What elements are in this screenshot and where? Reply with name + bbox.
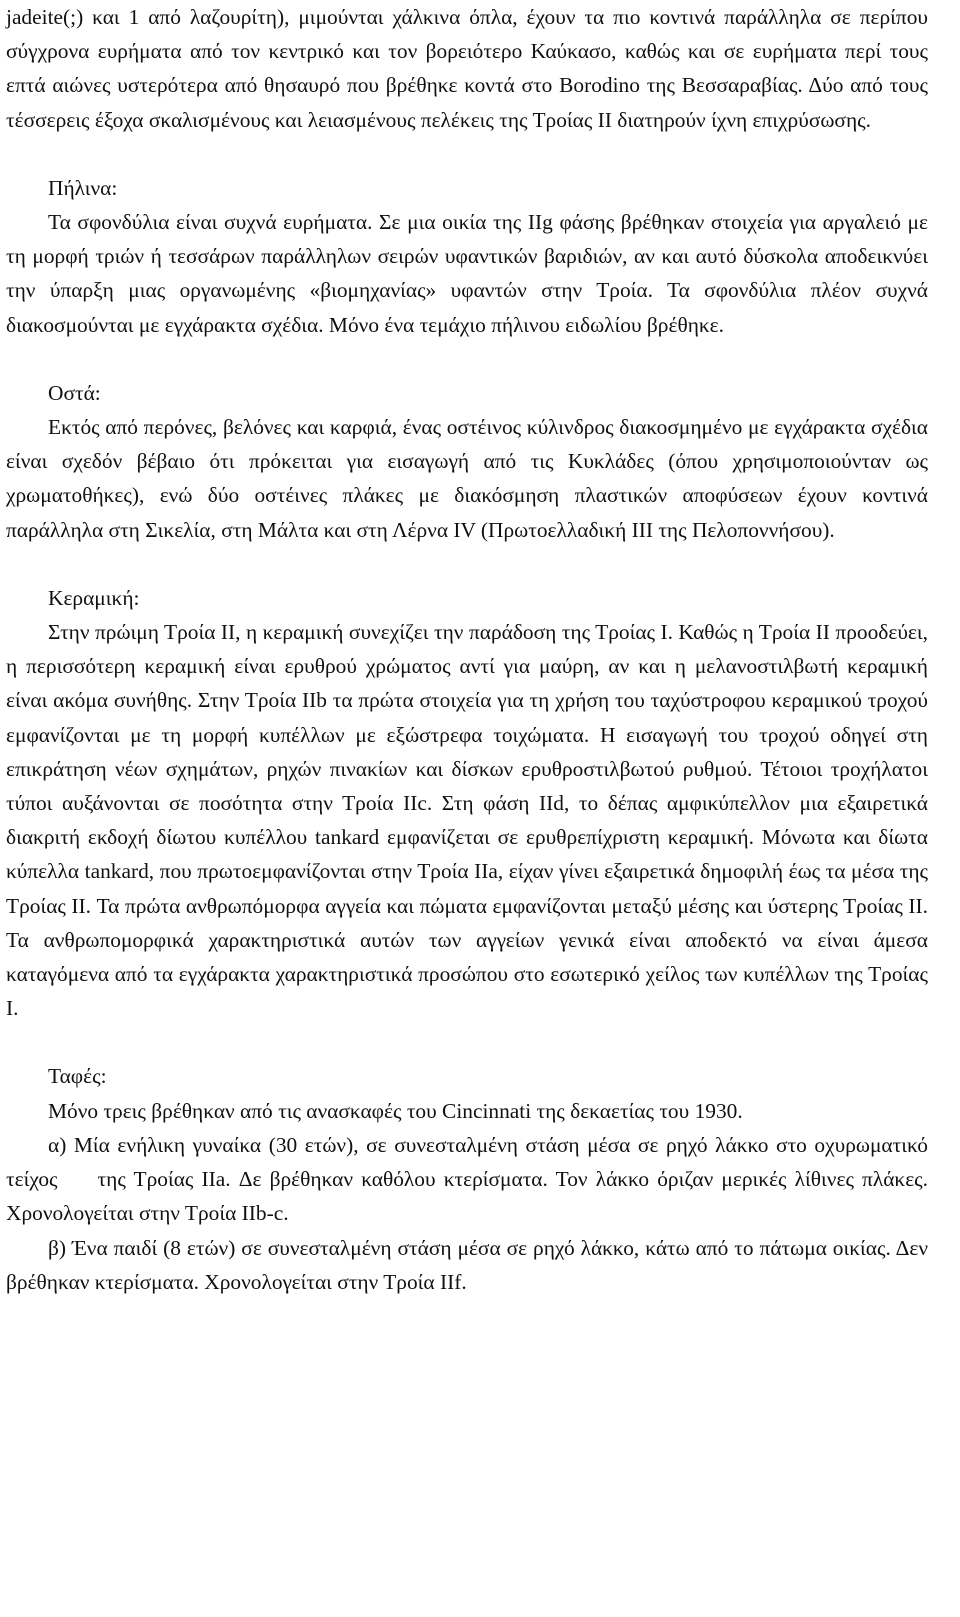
section-heading-bone: Οστά: — [48, 380, 101, 405]
section-heading-ceramic: Κεραμική: — [48, 585, 140, 610]
section-heading-clay: Πήλινα: — [48, 175, 118, 200]
section-heading-burials: Ταφές: — [48, 1064, 107, 1089]
intro-paragraph: jadeite(;) και 1 από λαζουρίτη), μιμούνται χάλκινα όπλα, έχουν τα πιο κοντινά παράλληλα σε περίπου σύγχρονα ευρήματα από τον κεντρικό και τον βορειότερο Καύκασο, καθώς και σε ευρήματα περί τους επτά αιώνες υστερότερα από θησαυρό που βρέθηκε κοντά στο Borodino της Βεσσαραβίας. Δύο από τους τέσσερεις έξοχα σκαλισμένους και λειασμένους πελέκεις της Τροίας II διατηρούν ίχνη επιχρύσωσης. — [6, 5, 928, 132]
clay-paragraph: Τα σφονδύλια είναι συχνά ευρήματα. Σε μια οικία της IIg φάσης βρέθηκαν στοιχεία για αργαλειό με τη μορφή τριών ή τεσσάρων παράλληλων σειρών υφαντικών βαριδιών, αν και αυτό δύσκολα αποδεικνύει την ύπαρξη μιας οργανωμένης «βιομηχανίας» υφαντών στην Τροία. Τα σφονδύλια πλέον συχνά διακοσμούνται με εγχάρακτα σχέδια. Μόνο ένα τεμάχιο πήλινου ειδωλίου βρέθηκε. — [6, 210, 928, 337]
ceramic-paragraph: Στην πρώιμη Τροία II, η κεραμική συνεχίζει την παράδοση της Τροίας I. Καθώς η Τροία II προοδεύει, η περισσότερη κεραμική είναι ερυθρού χρώματος αντί για μαύρη, αν και η μελανοστιλβωτή κεραμική είναι ακόμα συνήθης. Στην Τροία IIb τα πρώτα στοιχεία για τη χρήση του ταχύστροφου κεραμικού τροχού εμφανίζονται με τη μορφή κυπέλλων με εξώστρεφα τοιχώματα. Η εισαγωγή του τροχού οδηγεί στη επικράτηση νέων σχημάτων, ρηχών πινακίων και δίσκων ερυθροστιλβωτού ρυθμού. Τέτοιοι τροχήλατοι τύποι αυξάνονται σε ποσότητα στην Τροία IIc. Στη φάση IId, το δέπας αμφικύπελλον μια εξαιρετικά διακριτή εκδοχή δίωτου κυπέλλου tankard εμφανίζεται σε ερυθρεπίχριστη κεραμική. Μόνωτα και δίωτα κύπελλα tankard, που πρωτοεμφανίζονται στην Τροία IIa, είχαν γίνει εξαιρετικά δημοφιλή έως τα μέσα της Τροίας II. Τα πρώτα ανθρωπόμορφα αγγεία και πώματα εμφανίζονται μεταξύ μέσης και ύστερης Τροίας II. Τα ανθρωπομορφικά χαρακτηριστικά αυτών των αγγείων γενικά είναι αποδεκτό να είναι άμεσα καταγόμενα από τα εγχάρακτα χαρακτηριστικά προσώπου στο εσωτερικό χείλος των κυπέλλων της Τροίας I. — [6, 620, 928, 1021]
burial-b-paragraph: β) Ένα παιδί (8 ετών) σε συνεσταλμένη στάση μέσα σε ρηχό λάκκο, κάτω από το πάτωμα οικίας. Δεν βρέθηκαν κτερίσματα. Χρονολογείται στην Τροία IIf. — [6, 1235, 928, 1294]
burial-a-text-2: της Τροίας IIa. Δε βρέθηκαν καθόλου κτερίσματα. Τον λάκκο όριζαν μερικές λίθινες πλάκες. Χρονολογείται στην Τροία IIb-c. — [6, 1167, 928, 1226]
burial-a-text-1: α) Μία ενήλικη γυναίκα (30 ετών), σε συνεσταλμένη στάση μέσα σε ρηχό λάκκο στο οχυρωματικό τείχος — [6, 1132, 928, 1192]
document-page — [6, 0, 928, 1299]
bone-paragraph: Εκτός από περόνες, βελόνες και καρφιά, ένας οστέινος κύλινδρος διακοσμημένο με εγχάρακτα σχέδια είναι σχεδόν βέβαιο ότι πρόκειται για εισαγωγή από τις Κυκλάδες (όπου χρησιμοποιούνταν ως χρωματοθήκες), ενώ δύο οστέινες πλάκες με διακόσμηση πλαστικών αποφύσεων έχουν κοντινά παράλληλα στη Σικελία, στη Μάλτα και στη Λέρνα IV (Πρωτοελλαδική III της Πελοποννήσου). — [6, 415, 928, 542]
burials-paragraph: Μόνο τρεις βρέθηκαν από τις ανασκαφές του Cincinnati της δεκαετίας του 1930. — [48, 1098, 743, 1123]
burial-a-paragraph — [6, 1128, 928, 1231]
